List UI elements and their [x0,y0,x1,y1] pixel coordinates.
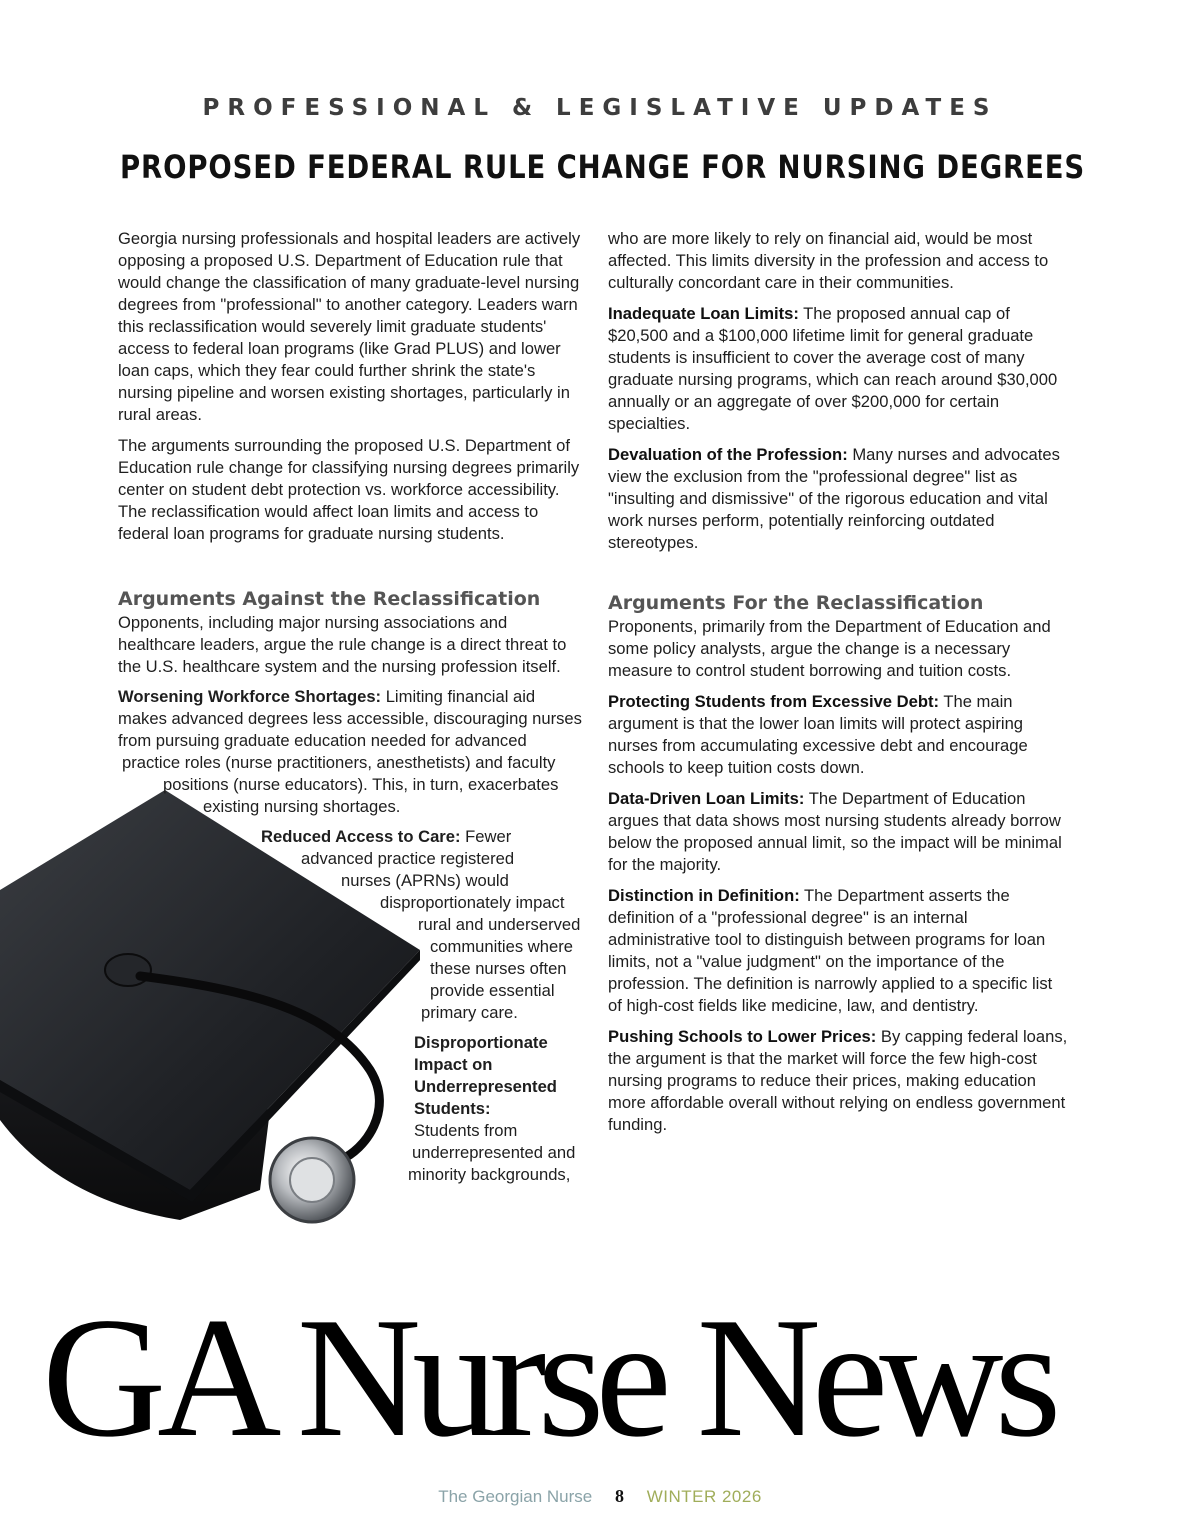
masthead: GA Nurse News [42,1283,1053,1473]
for-section [608,590,1070,1145]
data-driven-paragraph: Data-Driven Loan Limits: The Department of Education argues that data shows most nursing students already borrow below the proposed annual limit, so the impact will be minimal for the majority. [608,789,1062,874]
workforce-label: Worsening Workforce Shortages: [118,687,382,706]
publication-name: The Georgian Nurse [438,1487,593,1506]
issue-date: WINTER 2026 [646,1487,762,1506]
cap-button [105,954,151,986]
definition-paragraph: Distinction in Definition: The Department asserts the definition of a "professional degree" is an internal administrative tool to distinguish between programs for loan limits, not a "value judgment" on the importance of the profession. The definition is narrowly applied to a specific list of high-cost fields like medicine, law, and dentistry. [608,886,1053,1015]
against-section [118,586,580,687]
page-footer [0,1486,1200,1507]
loan-limits-paragraph: Inadequate Loan Limits: The proposed annual cap of $20,500 and a $100,000 lifetime limit for general graduate students is insufficient to cover the average cost of many graduate nursing programs, which can reach around $30,000 annually or an aggregate of over $200,000 for certain specialties. [608,304,1058,433]
for-heading: Arguments For the Reclassification [608,592,984,614]
against-lead: Opponents, including major nursing associations and healthcare leaders, argue the rule change is a direct threat to the U.S. healthcare system and the nursing profession itself. [118,613,567,676]
page-number: 8 [614,1486,624,1506]
article-title: PROPOSED FEDERAL RULE CHANGE FOR NURSING DEGREES [120,148,1086,186]
for-lead: Proponents, primarily from the Department of Education and some policy analysts, argue the change is a necessary measure to control student borrowing and tuition costs. [608,617,1051,680]
underrepresented-continued: who are more likely to rely on financial aid, would be most affected. This limits diversity in the profession and access to culturally concordant care in their communities. [608,229,1049,292]
against-heading: Arguments Against the Reclassification [118,588,541,610]
intro-column [118,228,588,554]
intro-paragraph-2: The arguments surrounding the proposed U.S. Department of Education rule change for classifying nursing degrees primarily center on student debt protection vs. workforce accessibility. The reclassification would affect loan limits and access to federal loan programs for graduate nursing students. [118,436,580,543]
debt-paragraph: Protecting Students from Excessive Debt: The main argument is that the lower loan limits will protect aspiring nurses from accumulating excessive debt and encourage schools to keep tuition costs down. [608,692,1028,777]
section-kicker: PROFESSIONAL & LEGISLATIVE UPDATES [202,95,998,121]
lower-prices-paragraph: Pushing Schools to Lower Prices: By capping federal loans, the argument is that the market will force the few high-cost nursing programs to reduce their prices, making education more affordable overall without relying on endless government funding. [608,1027,1068,1134]
intro-paragraph-1: Georgia nursing professionals and hospital leaders are actively opposing a proposed U.S. Department of Education rule that would change the classification of many graduate-level nursing degrees from "professional" to another category. Leaders warn this reclassification would severely limit graduate students' access to federal loan programs (like Grad PLUS) and lower loan caps, which they fear could further shrink the state's nursing pipeline and worsen existing shortages, particularly in rural areas. [118,229,581,424]
access-label: Reduced Access to Care: [261,827,461,846]
right-column-continued [608,228,1070,563]
devaluation-paragraph: Devaluation of the Profession: Many nurses and advocates view the exclusion from the "professional degree" list as "insulting and dismissive" of the rigorous education and vital work nurses perform, potentially reinforcing outdated stereotypes. [608,445,1060,552]
